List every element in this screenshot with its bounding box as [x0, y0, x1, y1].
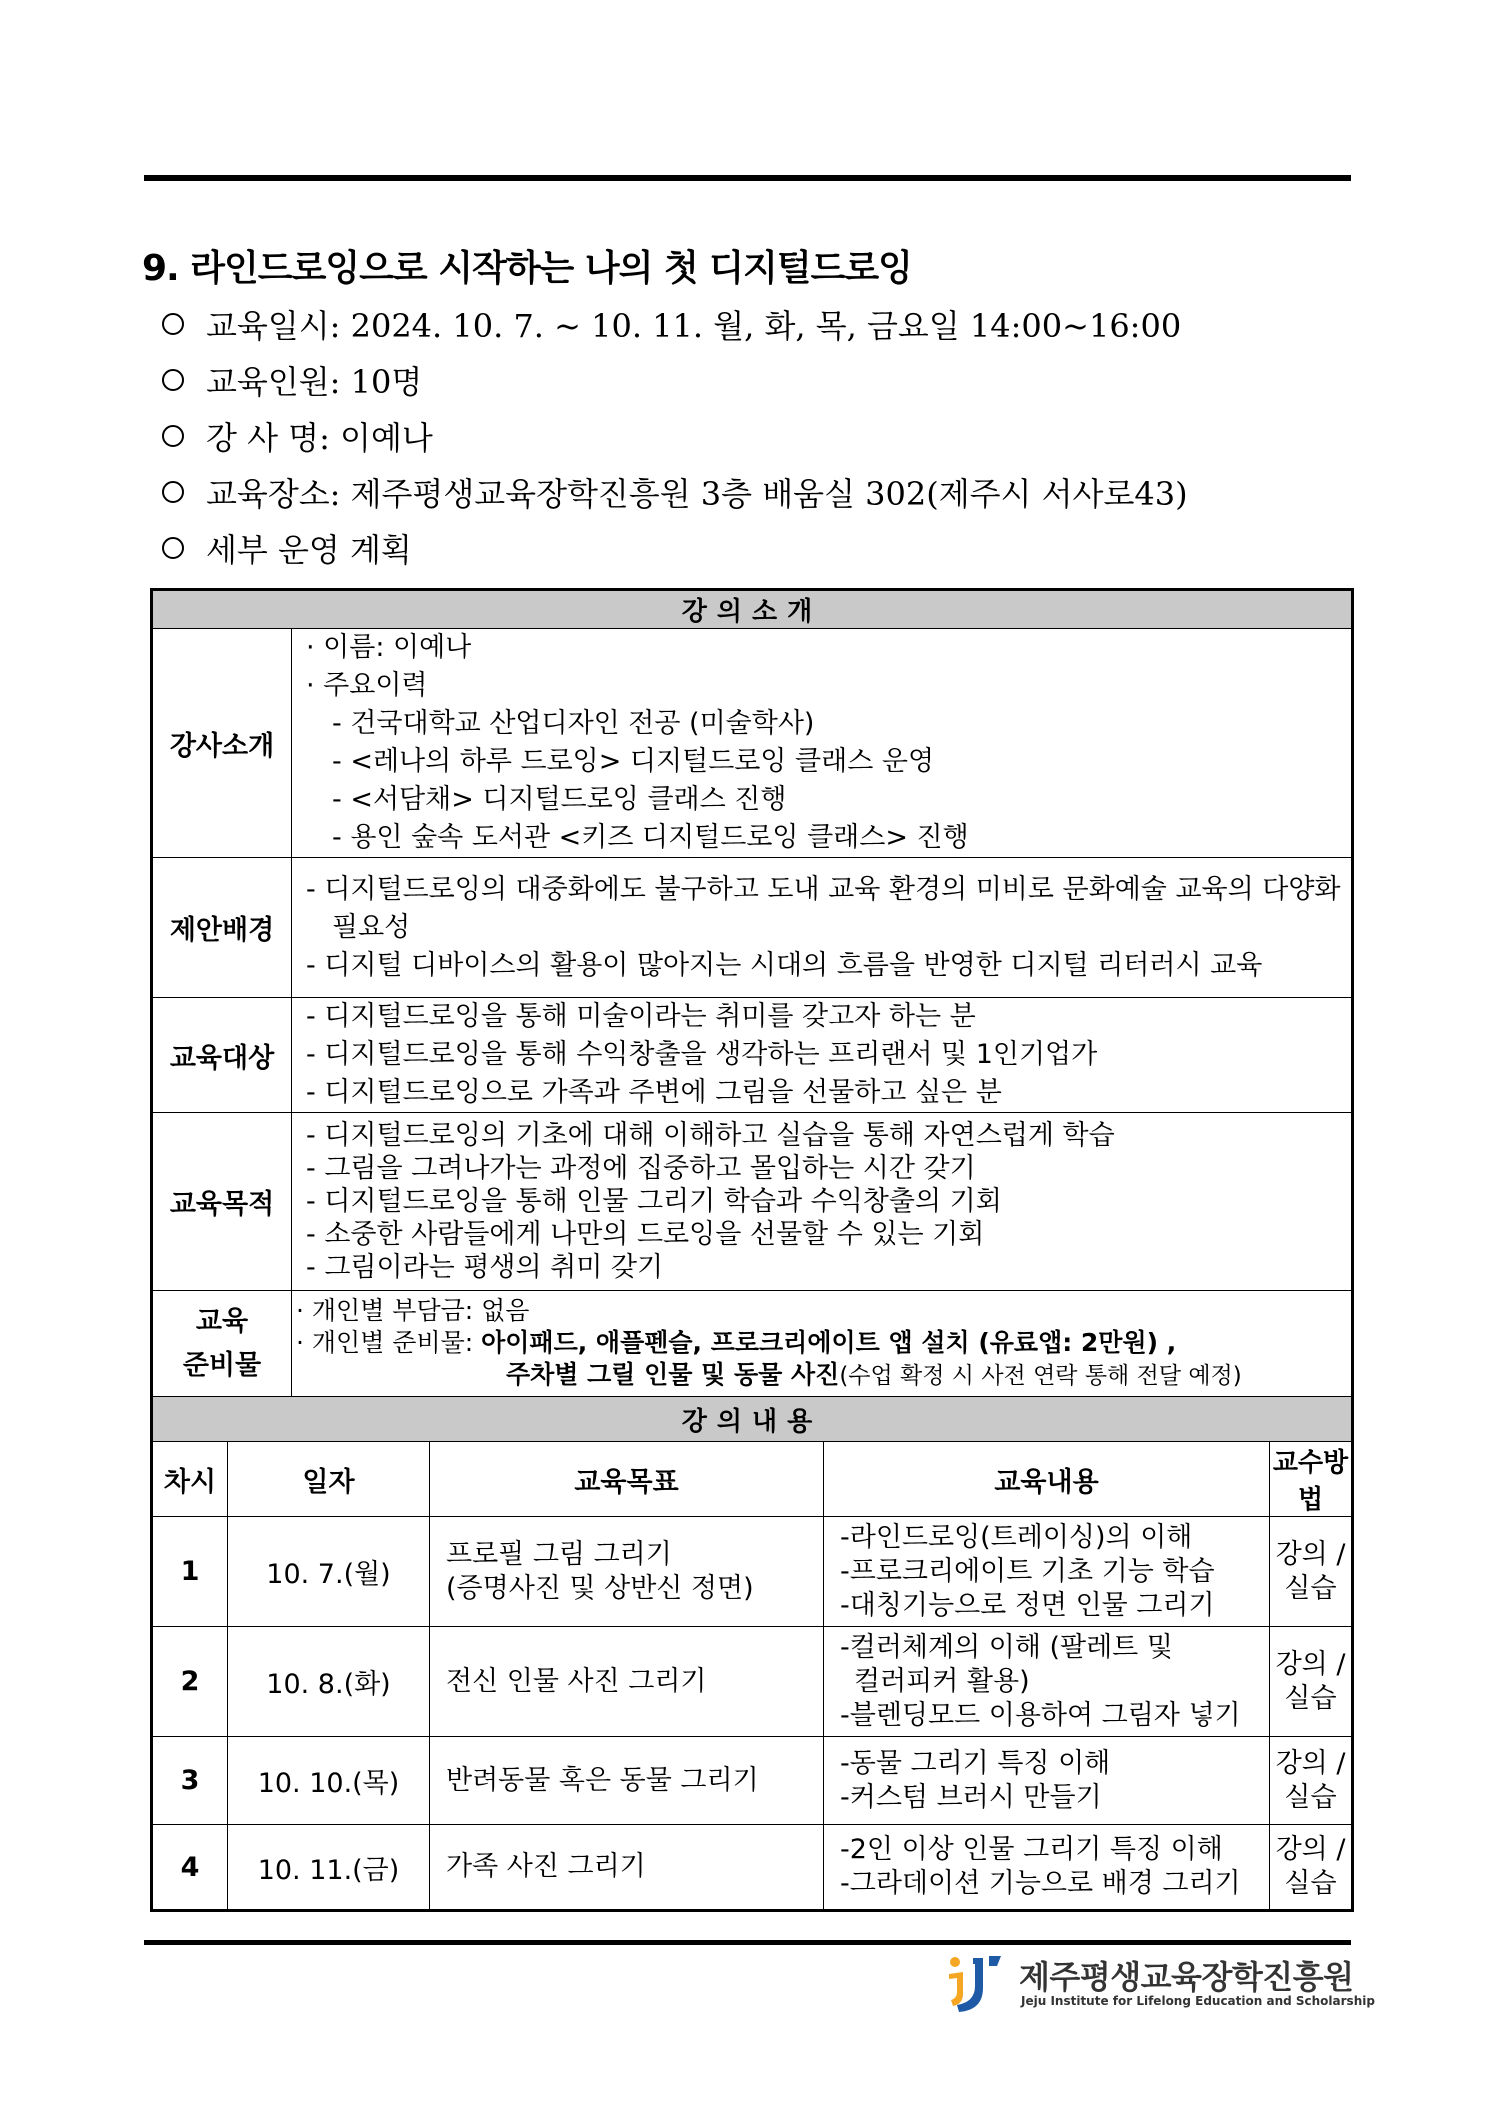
method-line: 실습 — [1284, 1682, 1337, 1714]
circle-bullet-icon — [162, 369, 184, 391]
session-date: 10. 10.(목) — [228, 1737, 430, 1825]
goal-line: (증명사진 및 상반신 정면) — [446, 1572, 754, 1604]
target-item: - 디지털드로잉을 통해 수익창출을 생각하는 프리랜서 및 1인기업가 — [306, 1039, 1098, 1070]
info-text: 세부 운영 계획 — [206, 531, 412, 569]
career-item: - 용인 숲속 도서관 <키즈 디지털드로잉 클래스> 진행 — [332, 822, 969, 853]
materials-items-bold: 아이패드, 애플펜슬, 프로크리에이트 앱 설치 (유료앱: 2만원) , — [481, 1328, 1177, 1357]
purpose-item: - 디지털드로잉의 기초에 대해 이해하고 실습을 통해 자연스럽게 학습 — [306, 1120, 1115, 1151]
materials-photos-bold: 주차별 그릴 인물 및 동물 사진 — [506, 1360, 840, 1389]
content-line: 컬러피커 활용) — [854, 1665, 1030, 1697]
materials-label-line: 교육 — [195, 1305, 249, 1337]
goal-line: 가족 사진 그리기 — [446, 1851, 646, 1882]
table-row — [152, 1825, 1353, 1911]
session-date: 10. 7.(월) — [228, 1517, 430, 1627]
info-text: 교육일시: 2024. 10. 7. ~ 10. 11. 월, 화, 목, 금요일 14:00~16:00 — [206, 307, 1182, 345]
content-line: -라인드로잉(트레이싱)의 이해 — [840, 1521, 1193, 1553]
career-item: - <서담채> 디지털드로잉 클래스 진행 — [332, 784, 787, 815]
purpose-item: - 소중한 사람들에게 나만의 드로잉을 선물할 수 있는 기회 — [306, 1219, 985, 1250]
session-number: 1 — [152, 1517, 228, 1627]
purpose-item: - 그림이라는 평생의 취미 갖기 — [306, 1252, 664, 1283]
background-content — [292, 858, 1353, 998]
jeju-institute-logo-icon — [945, 1952, 1005, 2014]
footer-logo — [945, 1950, 1375, 2016]
table-row — [152, 1517, 1353, 1627]
table-row — [152, 1737, 1353, 1825]
info-list — [162, 296, 1342, 576]
method-line: 강의 / — [1275, 1538, 1346, 1570]
circle-bullet-icon — [162, 481, 184, 503]
instructor-name: · 이름: 이예나 — [306, 632, 472, 663]
content-line: -2인 이상 인물 그리기 특징 이해 — [840, 1834, 1223, 1865]
materials-content — [292, 1291, 1353, 1397]
session-content — [824, 1825, 1270, 1911]
content-line: -블렌딩모드 이용하여 그림자 넣기 — [840, 1699, 1241, 1731]
session-content — [824, 1627, 1270, 1737]
org-name-english: Jeju Institute for Lifelong Education and Scholarship — [1021, 1994, 1375, 2008]
materials-note: (수업 확정 시 사전 연락 통해 전달 예정) — [839, 1363, 1242, 1389]
session-number: 4 — [152, 1825, 228, 1911]
session-number: 3 — [152, 1737, 228, 1825]
info-text: 교육인원: 10명 — [206, 363, 423, 401]
content-line: -커스텀 브러시 만들기 — [840, 1781, 1102, 1813]
info-item-plan — [162, 520, 1342, 576]
method-line: 실습 — [1284, 1572, 1337, 1604]
org-name: 제주평생교육장학진흥원 — [1019, 1958, 1354, 1996]
session-goal — [430, 1825, 824, 1911]
purpose-label: 교육목적 — [152, 1113, 292, 1291]
materials-fee: · 개인별 부담금: 없음 — [296, 1296, 530, 1325]
info-text: 교육장소: 제주평생교육장학진흥원 3층 배움실 302(제주시 서사로43) — [206, 475, 1188, 513]
goal-line: 반려동물 혹은 동물 그리기 — [446, 1764, 759, 1796]
materials-label — [152, 1291, 292, 1397]
column-header-goal: 교육목표 — [430, 1442, 824, 1517]
session-method — [1270, 1737, 1353, 1825]
info-item-capacity — [162, 352, 1342, 408]
target-item: - 디지털드로잉으로 가족과 주변에 그림을 선물하고 싶은 분 — [306, 1077, 1002, 1108]
schedule-column-headers — [152, 1442, 1353, 1517]
circle-bullet-icon — [162, 537, 184, 559]
purpose-item: - 그림을 그려나가는 과정에 집중하고 몰입하는 시간 갖기 — [306, 1153, 976, 1184]
method-line: 실습 — [1284, 1781, 1337, 1813]
target-label: 교육대상 — [152, 998, 292, 1113]
session-content — [824, 1737, 1270, 1825]
target-item: - 디지털드로잉을 통해 미술이라는 취미를 갖고자 하는 분 — [306, 1001, 976, 1032]
content-line: -그라데이션 기능으로 배경 그리기 — [840, 1868, 1241, 1899]
bottom-rule — [144, 1940, 1351, 1945]
career-item: - 건국대학교 산업디자인 전공 (미술학사) — [332, 708, 815, 739]
materials-items-prefix: · 개인별 준비물: — [296, 1328, 482, 1357]
instructor-career-heading: · 주요이력 — [306, 670, 428, 701]
content-line: -프로크리에이트 기초 기능 학습 — [840, 1555, 1215, 1587]
circle-bullet-icon — [162, 313, 184, 335]
info-item-schedule — [162, 296, 1342, 352]
info-item-instructor — [162, 408, 1342, 464]
content-line: -컬러체계의 이해 (팔레트 및 — [840, 1631, 1173, 1663]
column-header-content: 교육내용 — [824, 1442, 1270, 1517]
session-goal — [430, 1627, 824, 1737]
table-row — [152, 1627, 1353, 1737]
column-header-date: 일자 — [228, 1442, 430, 1517]
materials-photos — [296, 1359, 1351, 1392]
goal-line: 전신 인물 사진 그리기 — [446, 1665, 707, 1697]
intro-section-header: 강의소개 — [152, 590, 1353, 629]
session-goal — [430, 1737, 824, 1825]
column-header-method: 교수방법 — [1270, 1442, 1353, 1517]
career-item: - <레나의 하루 드로잉> 디지털드로잉 클래스 운영 — [332, 746, 935, 777]
instructor-content — [292, 629, 1353, 858]
background-label: 제안배경 — [152, 858, 292, 998]
session-method — [1270, 1627, 1353, 1737]
page-title: 9. 라인드로잉으로 시작하는 나의 첫 디지털드로잉 — [142, 248, 912, 289]
session-method — [1270, 1517, 1353, 1627]
materials-label-line: 준비물 — [182, 1349, 262, 1381]
session-number: 2 — [152, 1627, 228, 1737]
method-line: 강의 / — [1275, 1648, 1346, 1680]
purpose-content — [292, 1113, 1353, 1291]
method-line: 실습 — [1284, 1868, 1337, 1899]
content-line: -대칭기능으로 정면 인물 그리기 — [840, 1589, 1215, 1621]
content-line: -동물 그리기 특징 이해 — [840, 1747, 1111, 1779]
session-date: 10. 8.(화) — [228, 1627, 430, 1737]
course-plan-table — [150, 588, 1354, 1912]
session-content — [824, 1517, 1270, 1627]
target-content — [292, 998, 1353, 1113]
method-line: 강의 / — [1275, 1747, 1346, 1779]
column-header-session: 차시 — [152, 1442, 228, 1517]
info-text: 강 사 명: 이예나 — [206, 419, 433, 457]
session-date: 10. 11.(금) — [228, 1825, 430, 1911]
purpose-item: - 디지털드로잉을 통해 인물 그리기 학습과 수익창출의 기회 — [306, 1186, 1002, 1217]
session-goal — [430, 1517, 824, 1627]
circle-bullet-icon — [162, 425, 184, 447]
materials-items — [296, 1327, 1351, 1359]
instructor-label: 강사소개 — [152, 629, 292, 858]
background-item: - 디지털드로잉의 대중화에도 불구하고 도내 교육 환경의 미비로 문화예술 교육의 다양화 필요성 — [306, 873, 1341, 943]
info-item-location — [162, 464, 1342, 520]
method-line: 강의 / — [1275, 1834, 1346, 1865]
background-item: - 디지털 디바이스의 활용이 많아지는 시대의 흐름을 반영한 디지털 리터러시 교육 — [306, 949, 1263, 981]
schedule-section-header: 강의내용 — [152, 1397, 1353, 1442]
goal-line: 프로필 그림 그리기 — [446, 1538, 672, 1570]
top-rule — [144, 175, 1351, 181]
session-method — [1270, 1825, 1353, 1911]
